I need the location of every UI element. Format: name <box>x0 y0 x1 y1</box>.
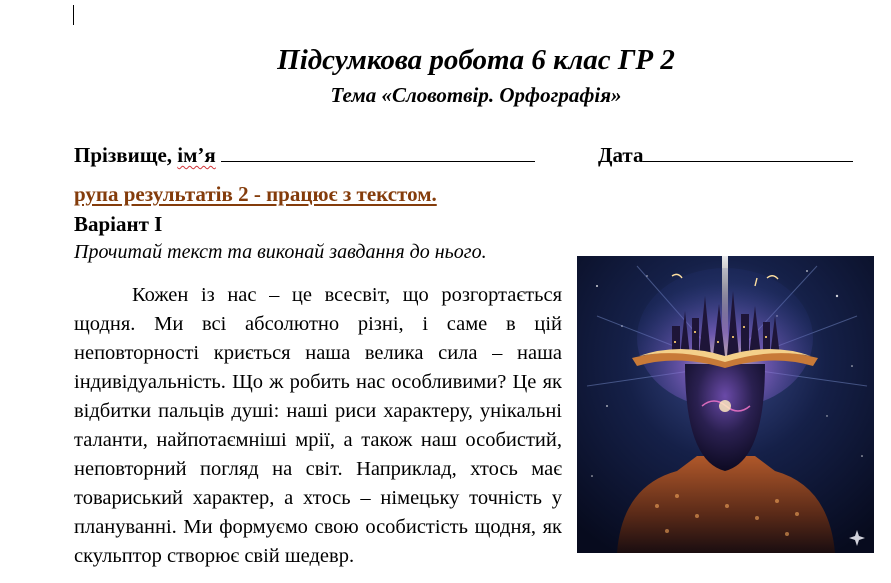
name-field-line <box>74 139 535 169</box>
date-blank[interactable] <box>643 139 853 162</box>
group-heading: рупа результатів 2 - працює з текстом. <box>74 182 437 206</box>
reading-passage: Кожен із нас – це всесвіт, що розгортається щодня. Ми всі абсолютно різні, і саме в цій неповторності криється наша велика сила – наша індивідуальність. Що ж робить нас особливими? Це як відбитки пальців душі: наші риси характеру, унікальні таланти, найпотаємніші мрії, а також наш особистий, неповторний погляд на світ. Наприклад, хтось має товариський характер, а хтось – німецьку точність у плануванні. Ми формуємо свою особистість щодня, як скульптор створює свій шедевр. <box>74 284 562 567</box>
date-field-line <box>598 139 853 169</box>
face-glow <box>719 400 731 412</box>
name-label: Прізвище, <box>74 143 178 167</box>
illustration-image <box>577 256 874 553</box>
name-blank[interactable] <box>221 139 535 162</box>
instruction-text: Прочитай текст та виконай завдання до нього. <box>74 241 487 263</box>
date-label: Дата <box>598 143 644 167</box>
name-label-spellcheck: ім’я <box>177 143 216 167</box>
page-subtitle: Тема «Словотвір. Орфографія» <box>330 83 622 107</box>
text-cursor <box>73 5 74 25</box>
page-title: Підсумкова робота 6 клас ГР 2 <box>277 44 675 76</box>
variant-heading: Варіант І <box>74 212 163 236</box>
